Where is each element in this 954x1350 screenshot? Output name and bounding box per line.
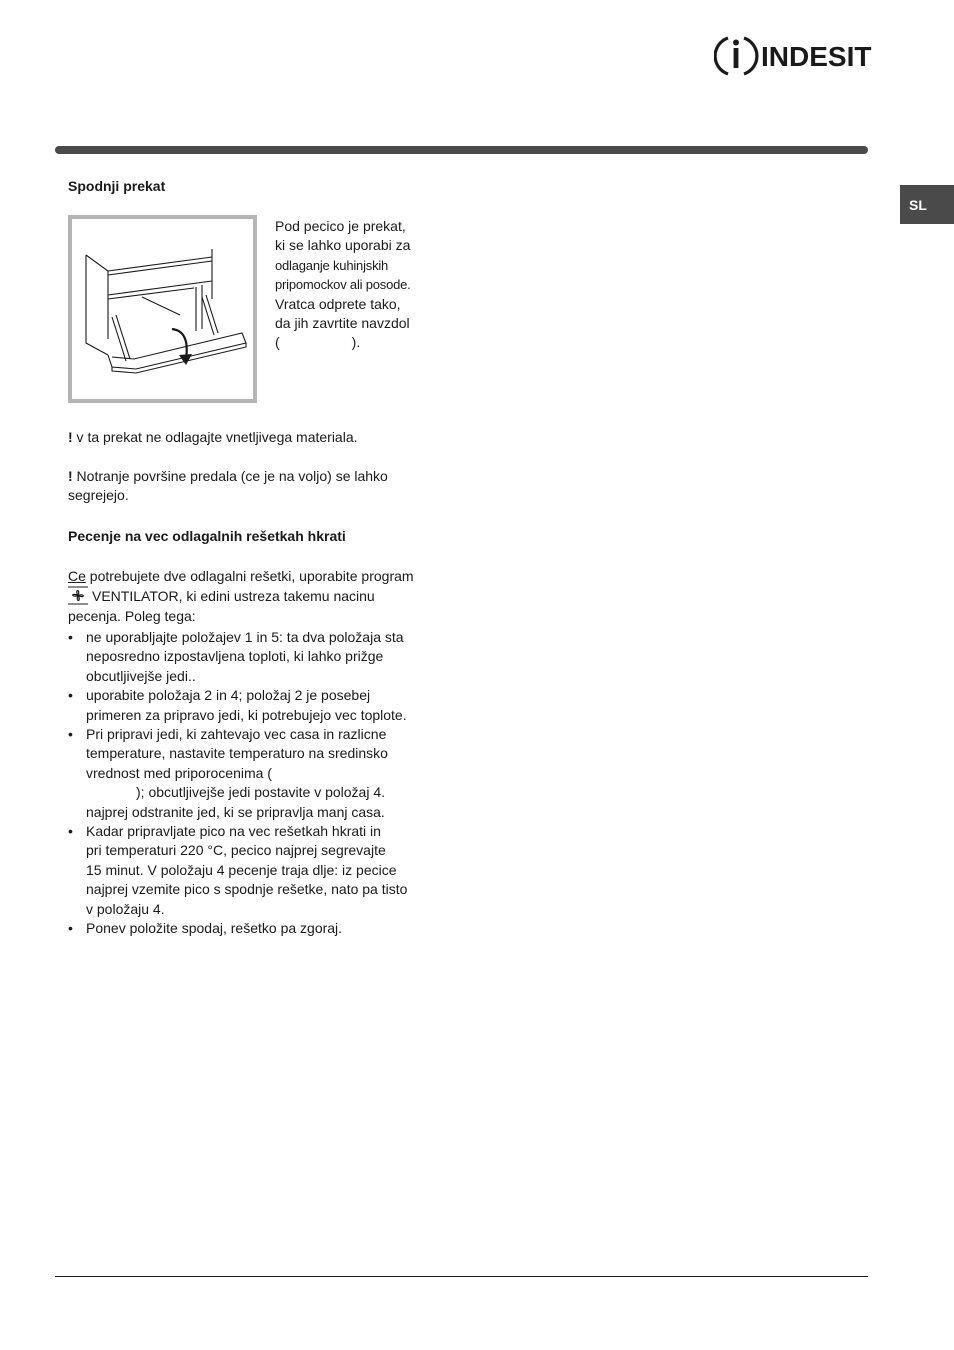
section-title-multilevel-baking: Pecenje na vec odlagalnih rešetkah hkrati	[68, 528, 346, 544]
multilevel-intro: Ce potrebujete dve odlagalni rešetki, uporabite program VENTILATOR, ki edini ustreza takemu nacinu pecenja. Poleg tega:	[68, 568, 414, 624]
warning-note-hot-surfaces: ! Notranje površine predala (ce je na voljo) se lahko segrejejo.	[68, 468, 388, 504]
warning-note-flammable: ! v ta prekat ne odlagajte vnetljivega materiala.	[68, 429, 358, 445]
section-title-lower-compartment: Spodnji prekat	[68, 178, 166, 194]
oven-drawer-illustration	[68, 215, 257, 403]
warning-mark: !	[68, 429, 73, 445]
top-divider	[55, 146, 868, 154]
bottom-divider	[55, 1276, 868, 1277]
list-item: • Kadar pripravljate pico na vec rešetkah hkrati in pri temperaturi 220 °C, pecico najprej segrevajte 15 minut. V položaju 4 pecenje traja dlje: iz pecice najprej vzemite pico s spodnje rešetke, nato pa tisto v položaju 4.	[68, 822, 458, 919]
list-item: • Ponev položite spodaj, rešetko pa zgoraj.	[68, 919, 458, 938]
fan-icon	[68, 586, 88, 605]
multilevel-tips-list	[68, 628, 458, 939]
list-item: • ne uporabljajte položajev 1 in 5: ta dva položaja sta neposredno izpostavljena toploti, ki lahko prižge obcutljivejše jedi..	[68, 628, 458, 686]
list-item: • Pri pripravi jedi, ki zahtevajo vec casa in razlicne temperature, nastavite temperaturo na sredinsko vrednost med priporocenima ( ); obcutljivejše jedi postavite v položaj 4. najprej odstranite jed, ki se pripravlja manj casa.	[68, 725, 458, 822]
logo-wordmark: INDESIT	[761, 41, 872, 72]
warning-mark: !	[68, 468, 73, 484]
list-item: • uporabite položaja 2 in 4; položaj 2 je posebej primeren za pripravo jedi, ki potrebujejo vec toplote.	[68, 686, 458, 725]
indesit-logo	[714, 32, 874, 78]
compartment-description: Pod pecico je prekat, ki se lahko uporabi za odlaganje kuhinjskih pripomockov ali posode. Vratca odprete tako, da jih zavrtite navzdol ( ).	[275, 218, 411, 351]
language-tab: SL	[900, 185, 954, 224]
